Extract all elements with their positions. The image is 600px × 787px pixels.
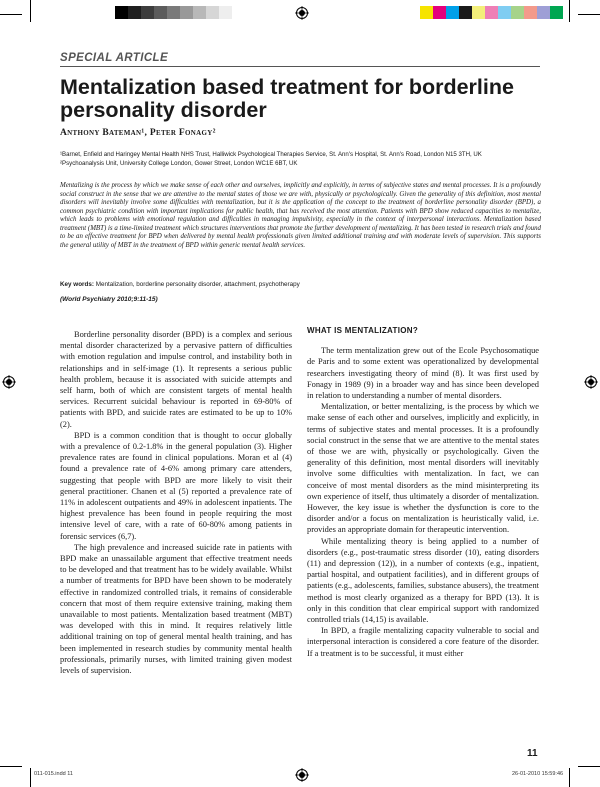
body-paragraph: While mentalizing theory is being applied to a number of disorders (e.g., post-traumatic stress disorder (10), eating disorders (11) and depression (12)), in a number of contexts (e.g., inpatient, partial hospital, and outpatient facilities), and in different groups of patients (e.g., adolescents, families, substance abusers), the treatment method is most clearly organized as a therapy for BPD (13). It is only in this condition that clear empirical support with randomized controlled trials (14,15) is available. <box>307 536 539 625</box>
body-paragraph: The high prevalence and increased suicide rate in patients with BPD make an unassailable argument that effective treatment needs to be developed and that treatment has to be widely available. Whilst a number of treatments for BPD have been shown to be moderately effective in randomized controlled trials, it remains of considerable concern that most of them require extensive training, making them unavailable to most patients. Mentalization based treatment (MBT) was developed with this in mind. It requires relatively little additional training on top of general mental health training, and has been implemented in research studies by community mental health professionals, primarily nurses, with limited training given modest levels of supervision. <box>60 542 292 676</box>
keywords-line <box>60 281 540 288</box>
body-paragraph: Borderline personality disorder (BPD) is a complex and serious mental disorder characterized by a pervasive pattern of difficulties with emotion regulation and impulse control, and instability both in relationships and in self-image (1). It represents a serious public health problem, because it is associated with suicide attempts and self harm, both of which are consistent targets of mental health services. Recurrent suicidal behaviour is reported in 69-80% of patients with BPD, and suicide rates are estimated to be up to 10% (2). <box>60 330 292 429</box>
affiliation-1: ¹Barnet, Enfield and Haringey Mental Health NHS Trust, Halliwick Psychological Therapies Service, St. Ann's Hospital, St. Ann's Road, London N15 3TH, UK <box>60 151 482 158</box>
crop-mark-tl-h <box>0 14 22 15</box>
crop-mark-tl-v <box>30 0 31 22</box>
crop-mark-bl-h <box>0 766 22 767</box>
left-column <box>60 325 292 676</box>
body-paragraph: In BPD, a fragile mentalizing capacity vulnerable to social and interpersonal interaction is considered a core feature of the disorder. If a treatment is to be successful, it must either <box>307 626 539 658</box>
page-number: 11 <box>527 748 538 759</box>
gray-swatch <box>154 6 167 19</box>
crop-mark-tr-v <box>569 0 570 22</box>
color-swatch <box>550 6 563 19</box>
gray-swatch <box>128 6 141 19</box>
right-column <box>307 325 539 659</box>
color-swatch <box>446 6 459 19</box>
journal-citation: (World Psychiatry 2010;9:11-15) <box>60 296 158 303</box>
registration-mark-left <box>2 375 16 389</box>
print-slug-date: 26-01-2010 15:59:46 <box>512 771 564 777</box>
abstract: Mentalizing is the process by which we make sense of each other and ourselves, implicitly and explicitly, in terms of subjective states and mental processes. It is a profoundly social construct in the sense that we are attentive to the mental states of those we are with, physically or psychologically. Given the generality of this definition, most mental disorders will inevitably involve some difficulties with mentalization, but it is the application of the concept to the treatment of borderline personality disorder (BPD), a common psychiatric condition with important implications for public health, that has received the most attention. Patients with BPD show reduced capacities to mentalize, which leads to problems with emotional regulation and difficulties in managing impulsivity, especially in the context of interpersonal interactions. Mentalization based treatment (MBT) is a time-limited treatment which structures interventions that promote the further development of mentalizing. It has been tested in research trials and found to be an effective treatment for BPD when delivered by mental health professionals given limited additional training and with moderate levels of supervision. This supports the general utility of MBT in the treatment of BPD within generic mental health services. <box>60 182 541 249</box>
color-swatch <box>472 6 485 19</box>
color-swatch <box>433 6 446 19</box>
color-swatch <box>524 6 537 19</box>
body-paragraph: Mentalization, or better mentalizing, is the process by which we make sense of each other and ourselves, implicitly and explicitly, in terms of subjective states and mental processes. It is a profoundly social construct in the sense that we are attentive to the mental states of those we are with, physically or psychologically. Given the generality of this definition, most mental disorders will inevitably involve some difficulties with mentalization. In fact, we can conceive of most mental disorders as the mind misinterpreting its own experience of itself, thus ultimately a disorder of mentalization. However, the key issue is whether the dysfunction is core to the disorder and/or a focus on mentalization is heuristically valid, i.e. provides an appropriate domain for therapeutic intervention. <box>307 402 539 535</box>
affiliation-2: ²Psychoanalysis Unit, University College London, Gower Street, London WC1E 6BT, UK <box>60 160 298 167</box>
body-paragraph: BPD is a common condition that is thought to occur globally with a prevalence of 0.2-1.8% in the general population (3). Higher prevalence rates are found in clinical populations. Moran et al (4) found a prevalence rate of 4-6% among primary care attenders, suggesting that people with BPD are more likely to visit their general practitioner. Chanen et al (5) reported a prevalence rate of 11% in adolescent outpatients and 49% in adolescent inpatients. The highest prevalence has been found in people requiring the most intensive level of care, with a rate of 60-80% among patients in forensic services (6,7). <box>60 430 292 541</box>
color-calibration-bar <box>420 6 563 19</box>
gray-swatch <box>193 6 206 19</box>
gray-swatch <box>219 6 232 19</box>
crop-mark-br-v <box>569 768 570 787</box>
gray-calibration-bar <box>115 6 232 19</box>
color-swatch <box>511 6 524 19</box>
gray-swatch <box>141 6 154 19</box>
color-swatch <box>459 6 472 19</box>
section-label: SPECIAL ARTICLE <box>60 52 540 67</box>
color-swatch <box>537 6 550 19</box>
gray-swatch <box>167 6 180 19</box>
registration-mark-bottom <box>295 768 309 782</box>
crop-mark-tr-h <box>578 14 600 15</box>
gray-swatch <box>206 6 219 19</box>
color-swatch <box>420 6 433 19</box>
keywords-text: Mentalization, borderline personality disorder, attachment, psychotherapy <box>95 281 300 288</box>
crop-mark-bl-v <box>30 768 31 787</box>
color-swatch <box>498 6 511 19</box>
article-authors: Anthony Bateman¹, Peter Fonagy² <box>60 128 216 138</box>
registration-mark-right <box>584 375 598 389</box>
section-heading: WHAT IS MENTALIZATION? <box>307 326 419 335</box>
body-paragraph: The term mentalization grew out of the Ecole Psychosomatique de Paris and to some extent was operationalized by developmental researchers investigating theory of mind (8). It was first used by Fonagy in 1989 (9) in a broader way and has since been developed in relation to understanding a number of mental disorders. <box>307 346 539 401</box>
keywords-label: Key words: <box>60 281 94 288</box>
article-title: Mentalization based treatment for borderline personality disorder <box>60 75 514 122</box>
crop-mark-br-h <box>578 766 600 767</box>
registration-mark-top <box>295 6 309 20</box>
color-swatch <box>485 6 498 19</box>
gray-swatch <box>115 6 128 19</box>
gray-swatch <box>180 6 193 19</box>
print-slug-file: 011-015.indd 11 <box>34 771 73 777</box>
